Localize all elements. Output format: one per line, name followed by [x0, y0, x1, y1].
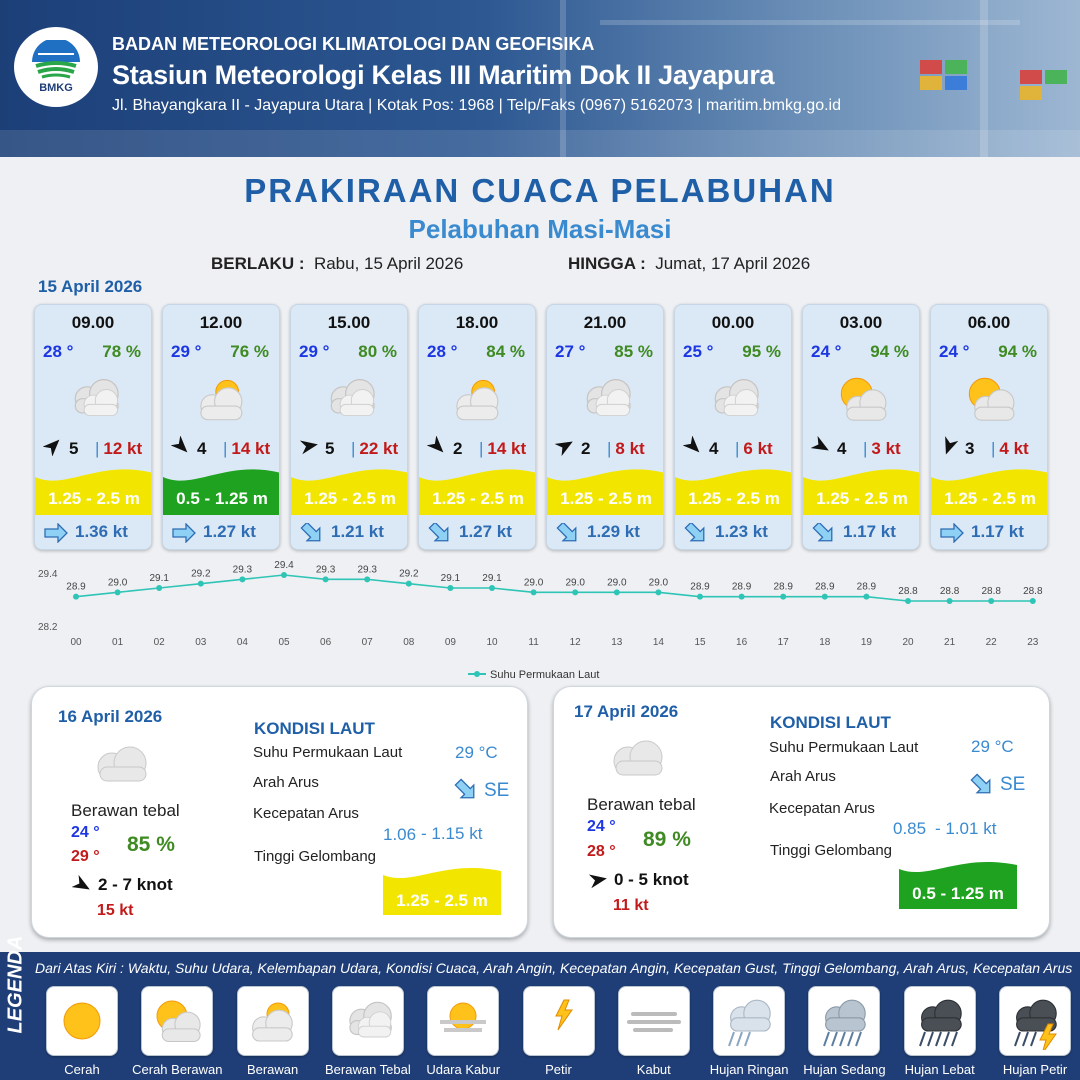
- wind-direction-icon: [299, 436, 319, 456]
- cerah-berawan-icon: [825, 369, 899, 429]
- day3-wave-height: 0.5 - 1.25 m: [912, 884, 1004, 903]
- data-point: [614, 589, 620, 595]
- data-point: [655, 589, 661, 595]
- berawan-tebal-icon: [606, 733, 670, 783]
- current-speed: 1.23 kt: [715, 522, 768, 541]
- forecast-time: 03.00: [839, 313, 883, 332]
- berawan-tebal-icon: [569, 369, 643, 429]
- day3-humidity: 89 %: [643, 828, 691, 851]
- data-point: [822, 594, 828, 600]
- data-point: [323, 576, 329, 582]
- data-label: 28.8: [939, 586, 960, 597]
- x-tick-label: 20: [902, 637, 914, 648]
- air-temperature: 29 °: [171, 342, 202, 361]
- legend-item: [618, 986, 690, 1056]
- gust-speed: | 8 kt: [607, 439, 645, 458]
- forecast-card: [930, 304, 1048, 550]
- day3-panel: [553, 686, 1050, 938]
- legend-item: [999, 986, 1071, 1056]
- day2-panel: [31, 686, 528, 938]
- wind-speed: 4: [197, 439, 207, 458]
- legend-item: [904, 986, 976, 1056]
- forecast-card: [674, 304, 792, 550]
- legend-item-label: Hujan Sedang: [803, 1062, 886, 1077]
- data-label: 29.0: [607, 577, 627, 589]
- current-speed: 1.21 kt: [331, 522, 384, 541]
- data-point: [198, 581, 204, 587]
- data-point: [489, 585, 495, 591]
- air-temperature: 27 °: [555, 342, 586, 361]
- berawan-tebal-icon: [313, 369, 387, 429]
- data-label: 29.2: [399, 568, 419, 580]
- data-point: [281, 572, 287, 578]
- legend-item-label: Berawan: [246, 1062, 299, 1077]
- data-point: [1030, 598, 1036, 604]
- legend-title: LEGENDA: [4, 935, 27, 1034]
- data-label: 28.8: [898, 586, 918, 597]
- data-label: 29.0: [565, 577, 585, 589]
- legend-item: [46, 986, 118, 1056]
- kabut-icon: [625, 992, 683, 1050]
- gust-speed: | 3 kt: [863, 439, 901, 458]
- day3-wind-speed: 0 - 5 knot: [614, 870, 689, 889]
- data-label: 28.9: [815, 581, 835, 593]
- day3-wind-arrow-icon: [588, 870, 608, 890]
- forecast-time: 18.00: [455, 313, 499, 332]
- current-direction-icon: [43, 523, 69, 543]
- day3-sea-title: KONDISI LAUT: [770, 713, 891, 732]
- berawan-tebal-icon: [697, 369, 771, 429]
- station-name: Stasiun Meteorologi Kelas III Maritim Dok II Jayapura: [112, 60, 775, 90]
- gust-speed: | 12 kt: [95, 439, 143, 458]
- wave-height: 0.5 - 1.25 m: [176, 489, 268, 508]
- forecast-card: [162, 304, 280, 550]
- legend-item-label: Kabut: [636, 1062, 671, 1077]
- x-tick-label: 01: [112, 637, 124, 648]
- forecast-time: 21.00: [583, 313, 627, 332]
- day2-sea-title: KONDISI LAUT: [254, 719, 375, 738]
- legend-bar: [0, 935, 1080, 1080]
- wind-direction-icon: [427, 436, 447, 456]
- data-label: 29.1: [440, 573, 461, 584]
- valid-to: HINGGA : Jumat, 17 April 2026: [568, 254, 811, 273]
- data-label: 28.9: [731, 581, 752, 593]
- current-speed: 1.29 kt: [587, 522, 640, 541]
- data-point: [531, 589, 537, 595]
- petir-icon: [530, 992, 588, 1050]
- humidity: 94 %: [998, 342, 1037, 361]
- x-tick-label: 03: [195, 637, 207, 648]
- hujan-sedang-icon: [815, 992, 873, 1050]
- agency-name: BADAN METEOROLOGI KLIMATOLOGI DAN GEOFISIKA: [112, 34, 595, 54]
- legend-item-label: Hujan Ringan: [709, 1062, 789, 1077]
- x-tick-label: 17: [777, 637, 789, 648]
- legend-item-label: Hujan Lebat: [904, 1062, 975, 1077]
- x-tick-label: 00: [70, 637, 82, 648]
- wave-height: 1.25 - 2.5 m: [816, 489, 908, 508]
- current-speed: 1.17 kt: [843, 522, 896, 541]
- x-tick-label: 07: [361, 637, 373, 648]
- station-address: Jl. Bhayangkara II - Jayapura Utara | Kotak Pos: 1968 | Telp/Faks (0967) 5162073 | maritim.bmkg.go.id: [112, 97, 841, 114]
- data-label: 28.8: [1023, 586, 1043, 597]
- valid-from: BERLAKU : Rabu, 15 April 2026: [211, 254, 464, 273]
- hujan-petir-icon: [1006, 992, 1064, 1050]
- forecast-time: 06.00: [967, 313, 1011, 332]
- x-tick-label: 09: [444, 637, 456, 648]
- day2-wind-arrow-icon: [72, 875, 92, 895]
- x-tick-label: 16: [736, 637, 748, 648]
- air-temperature: 24 °: [811, 342, 842, 361]
- forecast-card: [802, 304, 920, 550]
- current-speed: 1.27 kt: [203, 522, 256, 541]
- x-tick-label: 14: [652, 637, 664, 648]
- legend-item-label: Cerah: [64, 1062, 100, 1077]
- data-label: 28.9: [773, 581, 793, 593]
- humidity: 95 %: [742, 342, 781, 361]
- legend-item: [237, 986, 309, 1056]
- udara-kabur-icon: [434, 992, 492, 1050]
- cerah-berawan-icon: [953, 369, 1027, 429]
- day3-temp-max: 28 °: [587, 843, 616, 860]
- humidity: 78 %: [102, 342, 141, 361]
- legend-item: [808, 986, 880, 1056]
- day3-date: 17 April 2026: [574, 702, 679, 721]
- data-point: [863, 594, 869, 600]
- x-tick-label: 19: [860, 637, 872, 648]
- day2-current-speed-min: 1.06: [383, 825, 417, 844]
- day2-current-dir: SE: [484, 780, 510, 801]
- day1-date: 15 April 2026: [38, 277, 143, 296]
- legend-item: [141, 986, 213, 1056]
- wind-speed: 2: [453, 439, 463, 458]
- air-temperature: 28 °: [43, 342, 74, 361]
- current-direction-icon: [171, 523, 197, 543]
- wind-speed: 3: [965, 439, 975, 458]
- x-tick-label: 18: [819, 637, 831, 648]
- x-tick-label: 10: [486, 637, 498, 648]
- air-temperature: 29 °: [299, 342, 330, 361]
- wind-speed: 5: [69, 439, 79, 458]
- cerah-icon: [53, 992, 111, 1050]
- forecast-time: 00.00: [711, 313, 755, 332]
- hujan-lebat-icon: [911, 992, 969, 1050]
- day2-current-speed-label: Kecepatan Arus: [253, 805, 359, 822]
- current-direction-icon: [299, 523, 325, 543]
- day3-current-speed-max: - 1.01 kt: [935, 819, 997, 838]
- day2-gust: 15 kt: [97, 902, 134, 919]
- day2-wave-label: Tinggi Gelombang: [254, 848, 377, 865]
- x-tick-label: 06: [320, 637, 332, 648]
- current-direction-icon: [811, 523, 837, 543]
- data-label: 29.0: [107, 577, 128, 589]
- day2-wave-height: 1.25 - 2.5 m: [396, 891, 488, 910]
- gust-speed: | 6 kt: [735, 439, 773, 458]
- data-label: 29.3: [315, 564, 336, 576]
- berawan-tebal-icon: [339, 992, 397, 1050]
- x-tick-label: 08: [403, 637, 415, 648]
- berawan-tebal-icon: [90, 739, 154, 789]
- wave-height: 1.25 - 2.5 m: [48, 489, 140, 508]
- forecast-card: [546, 304, 664, 550]
- x-tick-label: 12: [569, 637, 581, 648]
- gust-speed: | 4 kt: [991, 439, 1029, 458]
- day3-sst-value: 29 °C: [971, 737, 1014, 756]
- data-point: [697, 594, 703, 600]
- current-speed: 1.36 kt: [75, 522, 128, 541]
- x-tick-label: 04: [236, 637, 248, 648]
- data-label: 28.9: [690, 581, 710, 593]
- wind-speed: 4: [837, 439, 847, 458]
- sea-surface-temp-chart: [0, 560, 1080, 685]
- data-point: [947, 598, 953, 604]
- wind-speed: 4: [709, 439, 719, 458]
- forecast-card: [418, 304, 536, 550]
- x-tick-label: 15: [694, 637, 706, 648]
- day3-current-speed-label: Kecepatan Arus: [769, 800, 875, 817]
- humidity: 85 %: [614, 342, 653, 361]
- wave-height: 1.25 - 2.5 m: [304, 489, 396, 508]
- day2-sst-value: 29 °C: [455, 743, 498, 762]
- forecast-card: [34, 304, 152, 550]
- day2-wind-speed: 2 - 7 knot: [98, 875, 173, 894]
- bmkg-logo: [14, 27, 98, 107]
- page-title: PRAKIRAAN CUACA PELABUHAN: [244, 172, 836, 209]
- legend-description: Dari Atas Kiri : Waktu, Suhu Udara, Kelembapan Udara, Kondisi Cuaca, Arah Angin, Kecepatan Angin, Kecepatan Gust, Tinggi Gelombang, Arah Arus, Kecepatan Arus: [35, 960, 1073, 976]
- data-point: [156, 585, 162, 591]
- legend-item: [523, 986, 595, 1056]
- data-label: 29.1: [482, 573, 502, 584]
- day3-current-dir: SE: [1000, 774, 1026, 795]
- forecast-time: 15.00: [327, 313, 371, 332]
- gust-speed: | 14 kt: [223, 439, 271, 458]
- air-temperature: 28 °: [427, 342, 458, 361]
- bmkg-logo-icon: [28, 40, 84, 80]
- day3-current-arrow-icon: [969, 772, 995, 798]
- current-direction-icon: [939, 523, 965, 543]
- current-direction-icon: [427, 523, 453, 543]
- wave-height: 1.25 - 2.5 m: [432, 489, 524, 508]
- data-point: [239, 576, 245, 582]
- legend-item-label: Berawan Tebal: [325, 1062, 411, 1077]
- data-point: [780, 594, 786, 600]
- legend-item-label: Hujan Petir: [1002, 1062, 1068, 1077]
- day2-current-dir-label: Arah Arus: [253, 774, 319, 791]
- gust-speed: | 14 kt: [479, 439, 527, 458]
- wind-speed: 5: [325, 439, 335, 458]
- air-temperature: 24 °: [939, 342, 970, 361]
- data-point: [447, 585, 453, 591]
- x-tick-label: 11: [528, 637, 539, 648]
- data-label: 29.3: [357, 564, 377, 576]
- berawan-icon: [441, 369, 515, 429]
- data-label: 29.3: [232, 564, 253, 576]
- wind-direction-icon: [555, 436, 575, 456]
- x-tick-label: 02: [153, 637, 165, 648]
- legend-item: [427, 986, 499, 1056]
- series-line: [76, 575, 1033, 601]
- hujan-ringan-icon: [720, 992, 778, 1050]
- day3-condition: Berawan tebal: [587, 795, 696, 814]
- forecast-time: 12.00: [199, 313, 243, 332]
- day3-sst-label: Suhu Permukaan Laut: [769, 739, 919, 756]
- port-name: Pelabuhan Masi-Masi: [408, 214, 672, 244]
- data-point: [739, 594, 745, 600]
- cerah-berawan-icon: [148, 992, 206, 1050]
- day3-wave-label: Tinggi Gelombang: [770, 842, 893, 859]
- legend-item: [713, 986, 785, 1056]
- current-speed: 1.27 kt: [459, 522, 512, 541]
- wind-direction-icon: [811, 436, 831, 456]
- forecast-card: [290, 304, 408, 550]
- gust-speed: | 22 kt: [351, 439, 399, 458]
- berawan-icon: [244, 992, 302, 1050]
- berawan-icon: [185, 369, 259, 429]
- data-label: 28.9: [66, 581, 86, 593]
- humidity: 76 %: [230, 342, 269, 361]
- x-tick-label: 21: [944, 637, 956, 648]
- day3-current-speed-min: 0.85: [893, 819, 927, 838]
- day2-humidity: 85 %: [127, 833, 175, 856]
- data-point: [988, 598, 994, 604]
- logo-text: BMKG: [39, 82, 73, 94]
- day3-gust: 11 kt: [613, 897, 649, 914]
- x-tick-label: 23: [1027, 637, 1039, 648]
- wind-direction-icon: [683, 436, 703, 456]
- day2-current-speed-max: - 1.15 kt: [421, 824, 483, 843]
- current-speed: 1.17 kt: [971, 522, 1024, 541]
- legend-marker: [474, 671, 480, 677]
- data-label: 29.2: [191, 568, 211, 580]
- day3-temp-min: 24 °: [587, 818, 616, 835]
- data-label: 29.4: [274, 560, 294, 571]
- legend-item: [332, 986, 404, 1056]
- x-tick-label: 22: [985, 637, 997, 648]
- legend-label: Suhu Permukaan Laut: [490, 669, 600, 681]
- header-banner: [0, 0, 1080, 157]
- wave-height: 1.25 - 2.5 m: [560, 489, 652, 508]
- day2-date: 16 April 2026: [58, 707, 163, 726]
- x-tick-label: 13: [611, 637, 623, 648]
- legend-item-label: Cerah Berawan: [132, 1062, 223, 1077]
- data-label: 28.8: [981, 586, 1001, 597]
- wind-direction-icon: [939, 436, 959, 456]
- wind-direction-icon: [171, 436, 191, 456]
- forecast-time: 09.00: [71, 313, 115, 332]
- humidity: 94 %: [870, 342, 909, 361]
- y-tick-label: 29.4: [38, 569, 58, 580]
- air-temperature: 25 °: [683, 342, 714, 361]
- data-label: 29.1: [149, 573, 169, 584]
- wind-direction-icon: [43, 436, 63, 456]
- berawan-tebal-icon: [57, 369, 131, 429]
- day2-current-arrow-icon: [453, 777, 479, 803]
- day3-current-dir-label: Arah Arus: [770, 768, 836, 785]
- current-direction-icon: [683, 523, 709, 543]
- current-direction-icon: [555, 523, 581, 543]
- day2-sst-label: Suhu Permukaan Laut: [253, 744, 403, 761]
- day2-temp-min: 24 °: [71, 824, 100, 841]
- wind-speed: 2: [581, 439, 591, 458]
- data-label: 29.0: [648, 577, 669, 589]
- wave-height: 1.25 - 2.5 m: [944, 489, 1036, 508]
- data-point: [572, 589, 578, 595]
- data-point: [115, 589, 121, 595]
- day2-temp-max: 29 °: [71, 848, 100, 865]
- wave-height: 1.25 - 2.5 m: [688, 489, 780, 508]
- data-label: 29.0: [523, 577, 544, 589]
- data-point: [905, 598, 911, 604]
- x-tick-label: 05: [278, 637, 290, 648]
- data-point: [406, 581, 412, 587]
- y-tick-label: 28.2: [38, 622, 58, 633]
- humidity: 80 %: [358, 342, 397, 361]
- legend-item-label: Udara Kabur: [426, 1062, 501, 1077]
- humidity: 84 %: [486, 342, 525, 361]
- legend-item-label: Petir: [545, 1062, 572, 1077]
- data-point: [364, 576, 370, 582]
- data-label: 28.9: [856, 581, 877, 593]
- data-point: [73, 594, 79, 600]
- day2-condition: Berawan tebal: [71, 801, 180, 820]
